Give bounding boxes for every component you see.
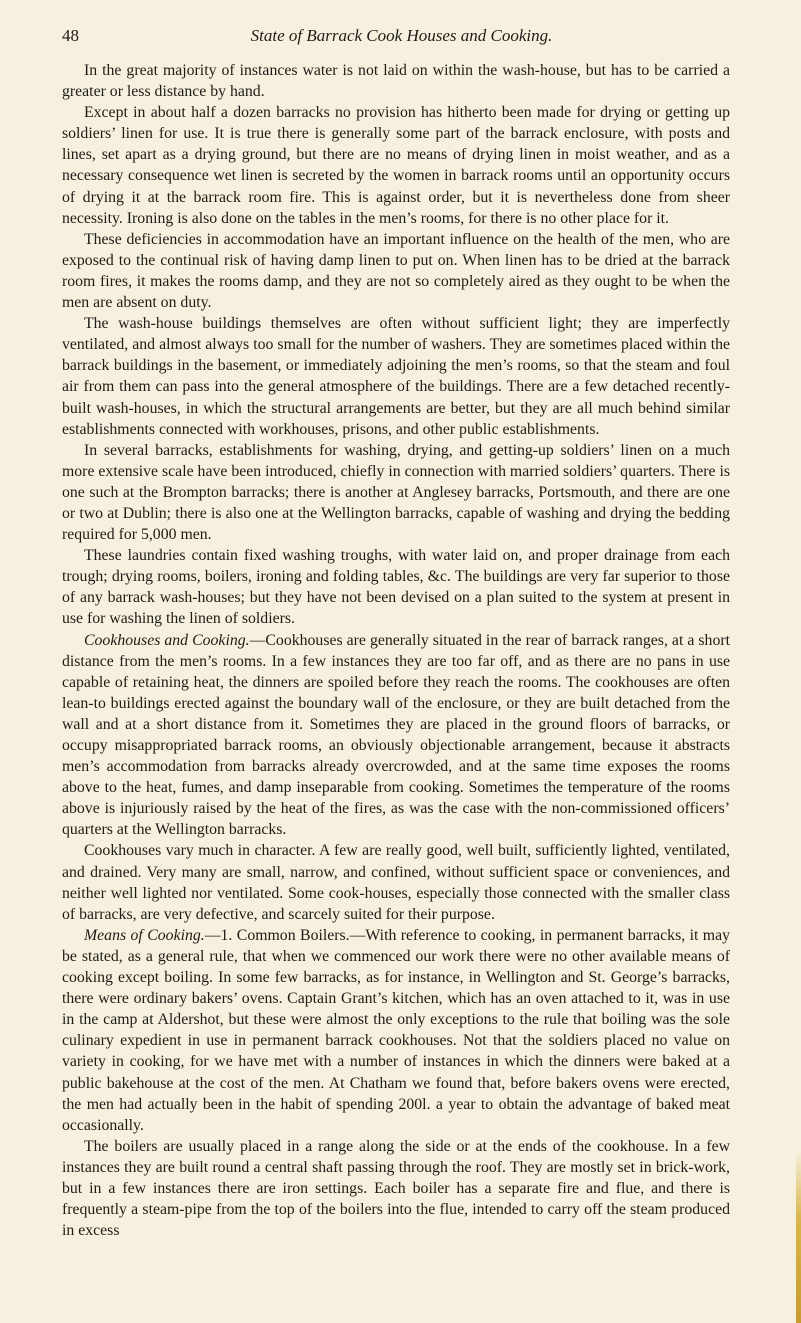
section-heading: Cookhouses and Cooking. <box>84 631 250 649</box>
running-title: State of Barrack Cook Houses and Cooking. <box>250 26 553 45</box>
paragraph-text: In several barracks, establishments for washing, drying, and getting-up soldiers’ linen on a much more extensive scale have been introduced, chiefly in connection with married soldiers’ quarters. There is one such at the Brompton barracks; there is another at Anglesey barracks, Portsmouth, and there are one or two at Dublin; there is also one at the Wellington barracks, capable of washing and drying the bedding required for 5,000 men. <box>62 441 730 544</box>
paragraph <box>62 313 730 440</box>
paragraph-text: —1. Common Boilers.—With reference to cooking, in permanent barracks, it may be stated, as a general rule, that when we commenced our work there were no other available means of cooking except boiling. In some few barracks, as for instance, in Wellington and St. George’s barracks, there were ordinary bakers’ ovens. Captain Grant’s kitchen, which has an oven attached to it, was in use in the camp at Aldershot, but these were almost the only exceptions to the rule that boiling was the sole culinary expedient in use in permanent barrack cookhouses. Not that the soldiers placed no value on variety in cooking, for we have met with a number of instances in which the dinners were baked at a public bakehouse at the cost of the men. At Chatham we found that, before bakers ovens were erected, the men had actually been in the habit of spending 200l. a year to obtain the advantage of baked meat occasionally. <box>62 926 730 1134</box>
body-text <box>62 60 730 1241</box>
paragraph <box>62 545 730 629</box>
page-edge-mark <box>796 1150 801 1323</box>
page-number: 48 <box>62 26 79 45</box>
paragraph-text: The wash-house buildings themselves are often without sufficient light; they are imperfectly ventilated, and almost always too small for the number of washers. They are sometimes placed within the barrack buildings in the basement, or immediately adjoining the men’s rooms, so that the steam and foul air from them can pass into the general atmosphere of the buildings. There are a few detached recently-built wash-houses, in which the structural arrangements are better, but they are all much behind similar establishments connected with workhouses, prisons, and other public establishments. <box>62 315 730 438</box>
paragraph-text: These laundries contain fixed washing troughs, with water laid on, and proper drainage from each trough; drying rooms, boilers, ironing and folding tables, &c. The buildings are very far superior to those of any barrack wash-houses; but they have not been devised on a plan suited to the system at present in use for washing the linen of soldiers. <box>62 547 730 628</box>
paragraph <box>62 840 730 924</box>
paragraph <box>62 925 730 1136</box>
paragraph <box>62 60 730 102</box>
paragraph <box>62 440 730 545</box>
paragraph <box>62 102 730 229</box>
paragraph-text: Cookhouses vary much in character. A few are really good, well built, sufficiently lighted, ventilated, and drained. Very many are small, narrow, and confined, without sufficient space or conveniences, and neither well lighted nor ventilated. Some cook-houses, especially those connected with the smaller class of barracks, are very defective, and scarcely suited for their purpose. <box>62 842 730 923</box>
paragraph-text: The boilers are usually placed in a range along the side or at the ends of the cookhouse. In a few instances they are built round a central shaft passing through the roof. They are mostly set in brick-work, but in a few instances there are iron settings. Each boiler has a separate fire and flue, and there is frequently a steam-pipe from the top of the boilers into the flue, intended to carry off the steam produced in excess <box>62 1137 730 1240</box>
paragraph <box>62 229 730 313</box>
paragraph <box>62 1136 730 1241</box>
paragraph <box>62 630 730 841</box>
page-header <box>62 26 741 50</box>
paragraph-text: In the great majority of instances water is not laid on within the wash-house, but has to be carried a greater or less distance by hand. <box>62 62 730 101</box>
paragraph-text: Except in about half a dozen barracks no provision has hitherto been made for drying or getting up soldiers’ linen for use. It is true there is generally some part of the barrack enclosure, with posts and lines, set apart as a drying ground, but there are no means of drying linen in moist weather, and as a necessary consequence wet linen is secreted by the women in barrack rooms until an opportunity occurs of drying it at the barrack room fire. This is against order, but it is nevertheless done from sheer necessity. Ironing is also done on the tables in the men’s rooms, for there is no other place for it. <box>62 104 730 227</box>
paragraph-text: These deficiencies in accommodation have an important influence on the health of the men, who are exposed to the continual risk of having damp linen to put on. When linen has to be dried at the barrack room fires, it makes the rooms damp, and they are not so completely aired as they ought to be when the men are absent on duty. <box>62 230 730 312</box>
section-heading: Means of Cooking. <box>84 926 205 944</box>
paragraph-text: —Cookhouses are generally situated in the rear of barrack ranges, at a short distance from the men’s rooms. In a few instances they are too far off, and as there are no pans in use capable of retaining heat, the dinners are spoiled before they reach the rooms. The cookhouses are often lean-to buildings erected against the boundary wall of the enclosure, or they are built detached from the wall and at a short distance from it. Sometimes they are placed in the ground floors of barracks, or occupy misappropriated barrack rooms, an obviously objectionable arrangement, because it abstracts men’s accommodation from barracks already overcrowded, and at the same time exposes the rooms above to the heat, fumes, and damp inseparable from cooking. Sometimes the temperature of the rooms above is injuriously raised by the heat of the fires, as was the case with the non-commissioned officers’ quarters at the Wellington barracks. <box>62 631 731 839</box>
